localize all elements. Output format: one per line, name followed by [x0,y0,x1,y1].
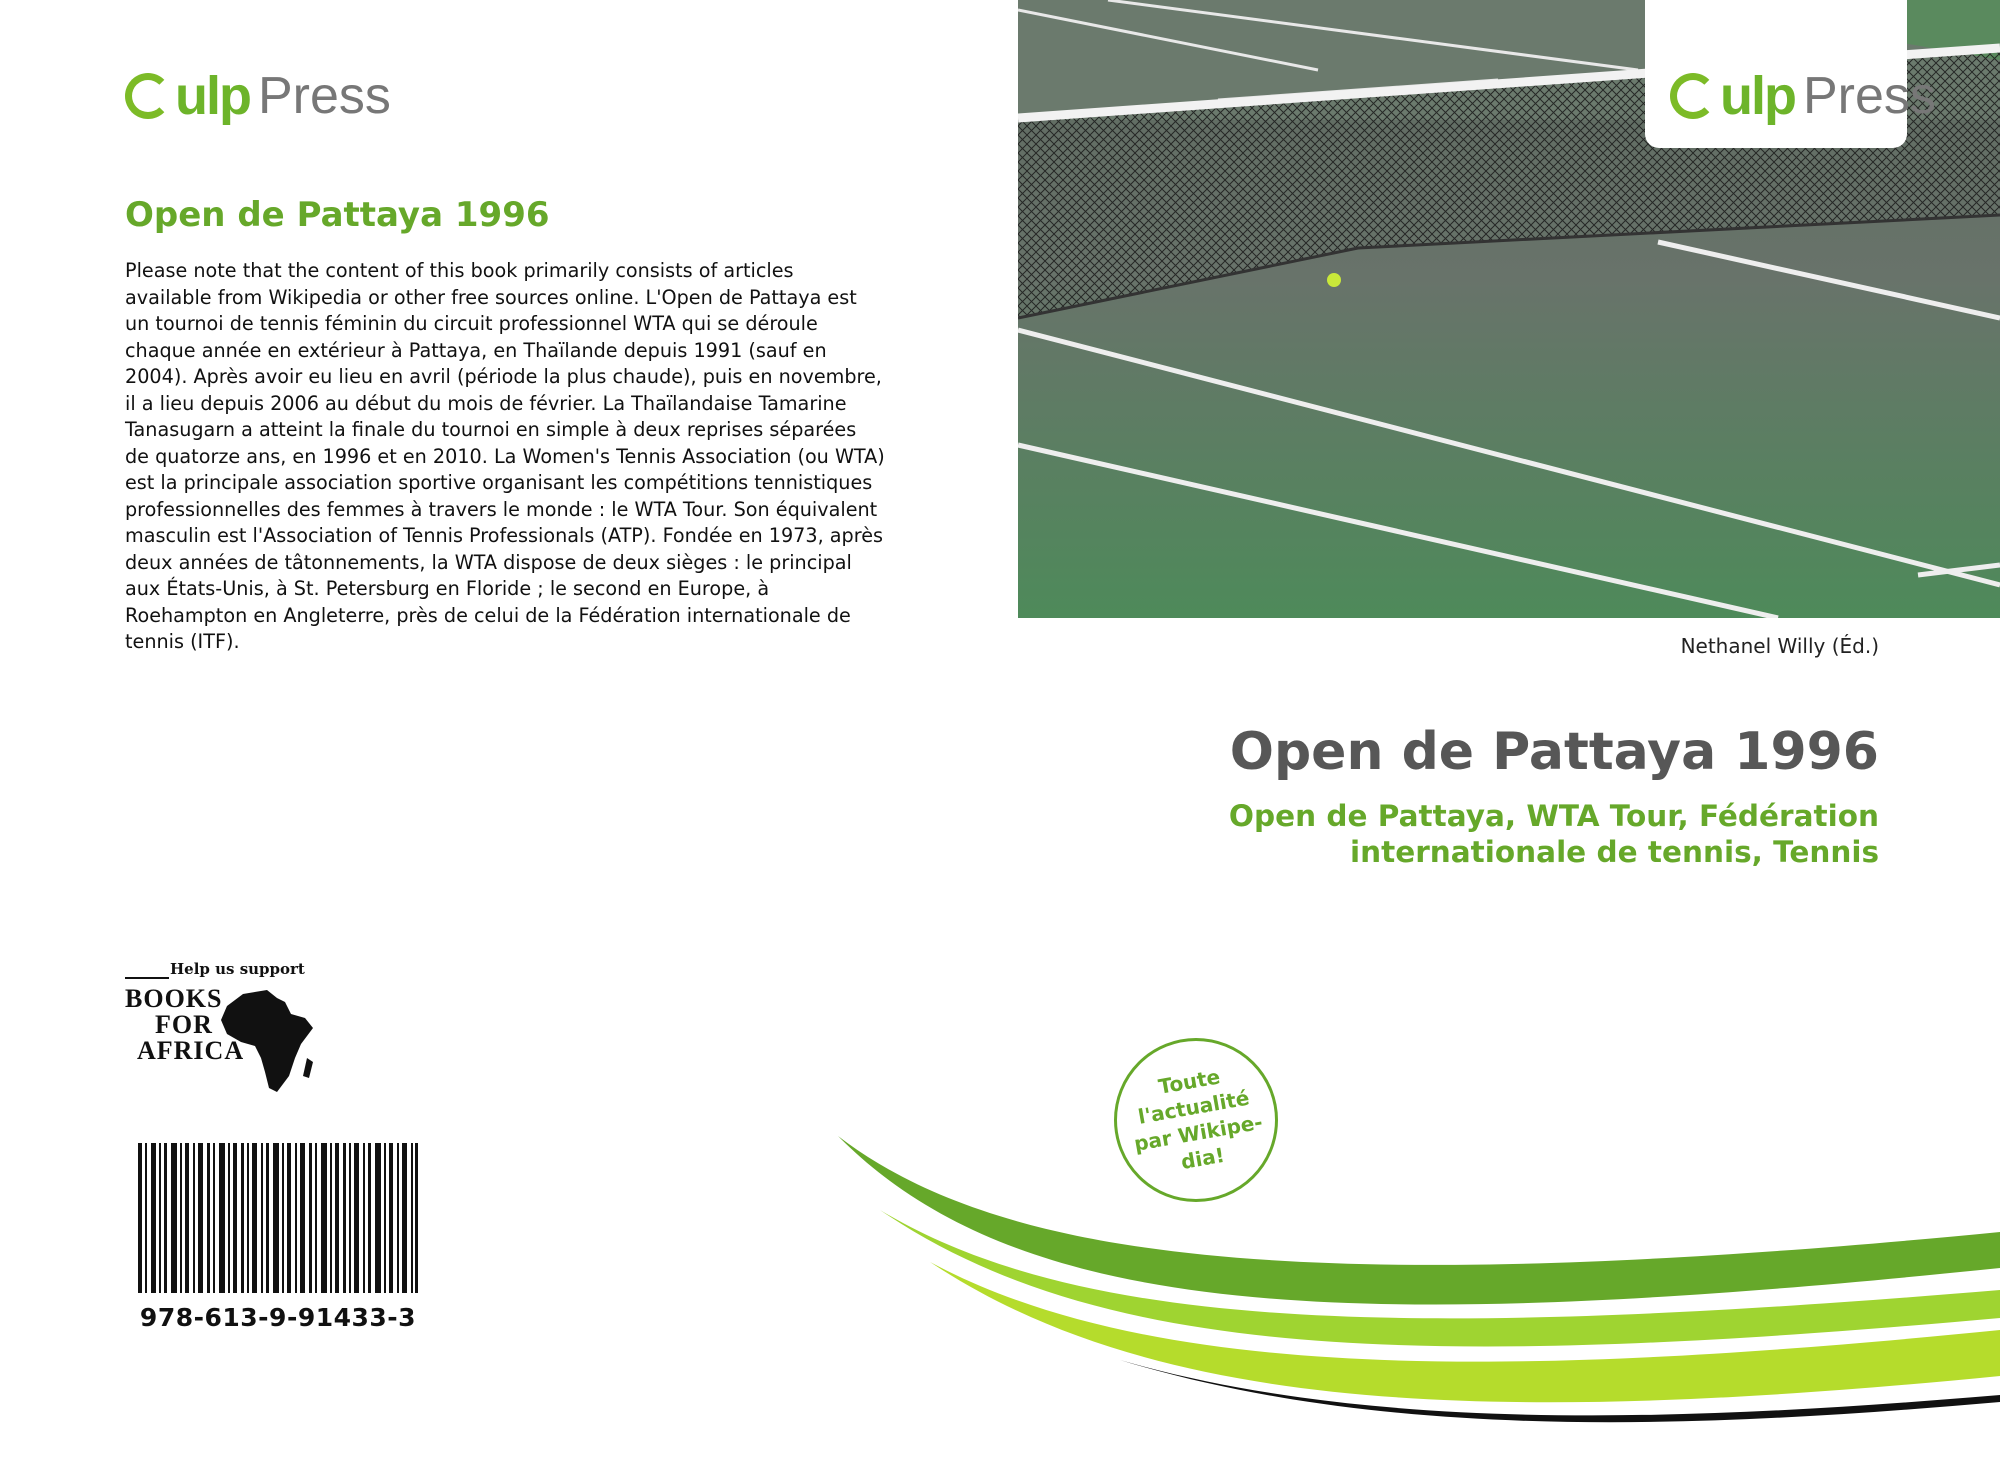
badge-text: Toute l'actualité par Wikipe- dia! [1132,1064,1265,1175]
wikipedia-badge [1114,1038,1278,1202]
back-cover-blurb: Please note that the content of this book primarily consists of articles available from Wikipedia or other free sources online. L'Open de Pattaya est un tournoi de tennis féminin du circuit professionnel WTA qui se déroule chaque année en extérieur à Pattaya, en Thaïlande depuis 1991 (sauf en 2004). Après avoir eu lieu en avril (période la plus chaude), puis en novembre, il a lieu depuis 2006 au début du mois de février. La Thaïlandaise Tamarine Tanasugarn a atteint la finale du tournoi en simple à deux reprises séparées de quatorze ans, en 1996 et en 2010. La Women's Tennis Association (ou WTA) est la principale association sportive organisant les compétitions tennistiques professionnelles des femmes à travers le monde : le WTA Tour. Son équivalent masculin est l'Association of Tennis Professionals (ATP). Fondée en 1973, après deux années de tâtonnements, la WTA dispose de deux sièges : le principal aux États-Unis, à St. Petersburg en Floride ; le second en Europe, à Roehampton en Angleterre, près de celui de la Fédération internationale de tennis (ITF). [125,259,885,653]
back-cover-title: Open de Pattaya 1996 [125,195,550,235]
front-cover-title: Open de Pattaya 1996 [1229,722,1879,782]
bfa-books: BOOKS [125,984,223,1013]
bfa-africa: AFRICA [137,1036,245,1065]
front-cover-subtitle: Open de Pattaya, WTA Tour, Fédération internationale de tennis, Tennis [1228,799,1879,869]
bfa-for: FOR [155,1010,213,1039]
logo-word: Press [1802,67,1936,125]
logo-mark: ulp [1720,66,1795,126]
isbn-number: 978-613-9-91433-3 [139,1303,417,1332]
logo-word: Press [257,67,391,125]
author-name: Nethanel Willy (Éd.) [1680,634,1879,658]
logo-mark: ulp [175,66,250,126]
bfa-help-text: Help us support [170,960,305,978]
